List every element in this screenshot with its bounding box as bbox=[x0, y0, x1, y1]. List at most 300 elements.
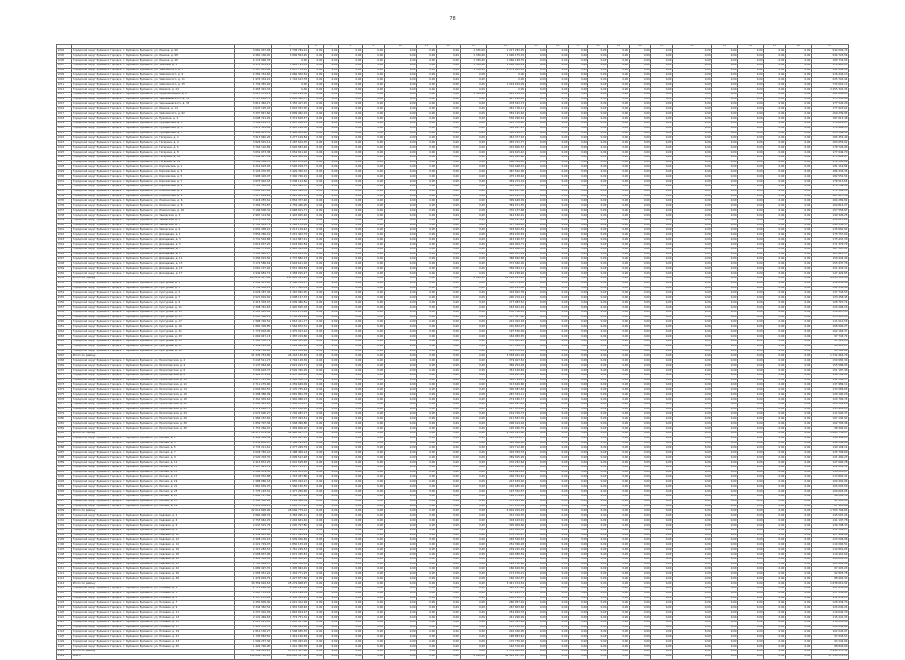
address-cell: Городской округ Буйнакск Городск. г. Буйнакск Буйнакск, ул. Пролетарская, д. 12 bbox=[72, 383, 235, 388]
value-cell: 0,00 bbox=[323, 480, 338, 485]
value-cell: 0,00 bbox=[362, 141, 384, 146]
value-cell: 0,00 bbox=[785, 155, 811, 160]
value-cell: 0,00 bbox=[608, 218, 630, 223]
value-cell: 0,00 bbox=[608, 441, 630, 446]
value-cell: 276 252,64 bbox=[486, 460, 525, 465]
value-cell: 0,00 bbox=[785, 591, 811, 596]
value-cell: 0,00 bbox=[651, 480, 673, 485]
address-cell: Городской округ Буйнакск Городск. г. Буйнакск Буйнакск, ул. Садовая, д. 8 bbox=[72, 528, 235, 533]
address-cell: Итого по району bbox=[72, 509, 235, 514]
row-number: 1023 bbox=[57, 141, 72, 146]
value-cell: 386 692,88 bbox=[486, 257, 525, 262]
value-cell: 0,00 bbox=[651, 436, 673, 441]
value-cell: 0,00 bbox=[629, 102, 651, 107]
value-cell: 0,00 bbox=[525, 286, 547, 291]
value-cell: 0,00 bbox=[568, 199, 588, 204]
value-cell: 0,00 bbox=[588, 431, 608, 436]
value-cell: 0,00 bbox=[608, 480, 630, 485]
value-cell: 0,00 bbox=[525, 320, 547, 325]
value-cell: 0,00 bbox=[588, 121, 608, 126]
value-cell: 3 704 116,89 bbox=[234, 146, 271, 151]
value-cell: 0,00 bbox=[323, 68, 338, 73]
value-cell: 0,00 bbox=[547, 179, 569, 184]
value-cell: 0,00 bbox=[712, 460, 738, 465]
value-cell: 0,00 bbox=[712, 141, 738, 146]
value-cell: 0,00 bbox=[651, 644, 673, 649]
value-cell: 0,00 bbox=[323, 344, 338, 349]
value-cell: 226 089,59 bbox=[486, 552, 525, 557]
value-cell: 0,00 bbox=[629, 179, 651, 184]
value-cell: 2 765 981,73 bbox=[234, 223, 271, 228]
value-cell: 0,00 bbox=[673, 601, 712, 606]
value-cell: 0,00 bbox=[460, 146, 486, 151]
value-cell: 0,00 bbox=[547, 397, 569, 402]
value-cell: 0,00 bbox=[417, 97, 437, 102]
value-cell: 0,00 bbox=[362, 615, 384, 620]
address-cell: Городской округ Буйнакск Городск. г. Буйнакск Буйнакск, ул. Дахадаева, д. 11 bbox=[72, 257, 235, 262]
value-cell: 1 419 156,69 bbox=[271, 635, 308, 640]
value-cell: 0,00 bbox=[712, 136, 738, 141]
value-cell: 0,00 bbox=[308, 262, 323, 267]
value-cell: 1 476 604,79 bbox=[234, 577, 271, 582]
value-cell: 0,00 bbox=[608, 286, 630, 291]
value-cell: 1 330 263,04 bbox=[271, 640, 308, 645]
row-number: 1094 bbox=[57, 485, 72, 490]
value-cell: 0,00 bbox=[588, 170, 608, 175]
value-cell: 0,00 bbox=[651, 417, 673, 422]
value-cell: 0,00 bbox=[673, 582, 712, 587]
value-cell: 0,00 bbox=[417, 92, 437, 97]
value-cell: 0,00 bbox=[384, 238, 417, 243]
row-number: 1019 bbox=[57, 121, 72, 126]
value-cell: 0,00 bbox=[417, 349, 437, 354]
value-cell: 1 653 411,77 bbox=[271, 320, 308, 325]
value-cell: 0,00 bbox=[436, 194, 460, 199]
value-cell: 0,00 bbox=[339, 456, 363, 461]
value-cell: 0,00 bbox=[629, 315, 651, 320]
value-cell: 0,00 bbox=[362, 635, 384, 640]
value-cell: 1 336,00 bbox=[460, 54, 486, 59]
value-cell: 0,00 bbox=[547, 446, 569, 451]
value-cell: 0,00 bbox=[764, 485, 786, 490]
value-cell: 0,00 bbox=[362, 606, 384, 611]
value-cell: 330 174,65 bbox=[486, 281, 525, 286]
value-cell: 0,00 bbox=[738, 233, 764, 238]
value-cell: 179 757,00 bbox=[811, 233, 848, 238]
value-cell: 147 429,85 bbox=[811, 272, 848, 277]
value-cell: 0,00 bbox=[764, 291, 786, 296]
value-cell: 0,00 bbox=[547, 533, 569, 538]
value-cell: 0,00 bbox=[651, 334, 673, 339]
value-cell: 0,00 bbox=[712, 107, 738, 112]
value-cell: 2 809 462,19 bbox=[271, 112, 308, 117]
value-cell: 0,00 bbox=[362, 68, 384, 73]
value-cell: 0,00 bbox=[738, 640, 764, 645]
value-cell: 0,00 bbox=[764, 519, 786, 524]
value-cell: 0,00 bbox=[308, 378, 323, 383]
value-cell: 0,00 bbox=[339, 601, 363, 606]
value-cell: 0,00 bbox=[384, 359, 417, 364]
value-cell: 0,00 bbox=[712, 397, 738, 402]
value-cell: 0,00 bbox=[588, 601, 608, 606]
value-cell: 2 945 903,18 bbox=[271, 194, 308, 199]
value-cell: 3 304 731,87 bbox=[234, 204, 271, 209]
value-cell: 0,00 bbox=[651, 301, 673, 306]
value-cell: 0,00 bbox=[308, 334, 323, 339]
value-cell: 0,00 bbox=[525, 562, 547, 567]
value-cell: 0,00 bbox=[460, 417, 486, 422]
value-cell: 0,00 bbox=[417, 354, 437, 359]
value-cell: 0,00 bbox=[629, 281, 651, 286]
value-cell: 0,00 bbox=[785, 305, 811, 310]
row-number: 1045 bbox=[57, 247, 72, 252]
value-cell: 0,00 bbox=[384, 436, 417, 441]
value-cell: 0,00 bbox=[271, 58, 308, 63]
value-cell: 3 054 811,26 bbox=[271, 150, 308, 155]
value-cell: 0,00 bbox=[362, 310, 384, 315]
value-cell: 0,00 bbox=[339, 397, 363, 402]
value-cell: 0,00 bbox=[339, 63, 363, 68]
value-cell: 0,00 bbox=[547, 625, 569, 630]
value-cell: 210 843,27 bbox=[486, 325, 525, 330]
value-cell: 0,00 bbox=[738, 112, 764, 117]
value-cell: 0,00 bbox=[568, 213, 588, 218]
value-cell: 0,00 bbox=[384, 97, 417, 102]
value-cell: 0,00 bbox=[547, 557, 569, 562]
value-cell: 0,00 bbox=[460, 606, 486, 611]
value-cell: 0,00 bbox=[547, 567, 569, 572]
value-cell: 0,00 bbox=[525, 460, 547, 465]
address-cell: Городской округ Буйнакск Городск. г. Буйнакск Буйнакск, ул. Коркмасова, д. 5 bbox=[72, 175, 235, 180]
value-cell: 0,00 bbox=[417, 233, 437, 238]
value-cell: 0,00 bbox=[568, 155, 588, 160]
value-cell: 0,00 bbox=[738, 582, 764, 587]
value-cell: 0,00 bbox=[568, 107, 588, 112]
value-cell: 0,00 bbox=[547, 427, 569, 432]
value-cell: 0,00 bbox=[460, 262, 486, 267]
value-cell: 3 836 503,95 bbox=[271, 54, 308, 59]
value-cell: 0,00 bbox=[417, 315, 437, 320]
value-cell: 0,00 bbox=[339, 538, 363, 543]
value-cell: 0,00 bbox=[738, 272, 764, 277]
value-cell: 0,00 bbox=[673, 267, 712, 272]
value-cell: 0,00 bbox=[651, 446, 673, 451]
value-cell: 0,00 bbox=[629, 364, 651, 369]
value-cell: 0,00 bbox=[568, 654, 588, 659]
value-cell: 0,00 bbox=[339, 644, 363, 649]
value-cell: 0,00 bbox=[764, 310, 786, 315]
value-cell: 0,00 bbox=[436, 591, 460, 596]
row-number: 1128 bbox=[57, 649, 72, 654]
value-cell: 0,00 bbox=[651, 54, 673, 59]
value-cell: 0,00 bbox=[339, 519, 363, 524]
value-cell: 0,00 bbox=[568, 533, 588, 538]
value-cell: 0,00 bbox=[308, 330, 323, 335]
value-cell: 0,00 bbox=[323, 325, 338, 330]
value-cell: 0,00 bbox=[547, 199, 569, 204]
value-cell: 0,00 bbox=[651, 155, 673, 160]
value-cell: 3 826 501,14 bbox=[234, 141, 271, 146]
value-cell: 3 504 389,70 bbox=[234, 160, 271, 165]
value-cell: 0,00 bbox=[339, 301, 363, 306]
value-cell: 0,00 bbox=[436, 640, 460, 645]
value-cell: 0,00 bbox=[568, 470, 588, 475]
value-cell: 0,00 bbox=[460, 528, 486, 533]
value-cell: 0,00 bbox=[651, 83, 673, 88]
value-cell: 0,00 bbox=[568, 635, 588, 640]
value-cell: 0,00 bbox=[436, 238, 460, 243]
value-cell: 0,00 bbox=[547, 213, 569, 218]
value-cell: 0,00 bbox=[738, 175, 764, 180]
value-cell: 0,00 bbox=[460, 572, 486, 577]
value-cell: 0,00 bbox=[568, 228, 588, 233]
value-cell: 0,00 bbox=[323, 354, 338, 359]
value-cell: 0,00 bbox=[547, 344, 569, 349]
value-cell: 0,00 bbox=[764, 359, 786, 364]
value-cell: 0,00 bbox=[547, 286, 569, 291]
value-cell: 0,00 bbox=[568, 620, 588, 625]
value-cell: 0,00 bbox=[629, 640, 651, 645]
value-cell: 1 921 725,17 bbox=[271, 465, 308, 470]
value-cell: 0,00 bbox=[629, 402, 651, 407]
value-cell: 0,00 bbox=[651, 523, 673, 528]
value-cell: 0,00 bbox=[436, 644, 460, 649]
value-cell: 0,00 bbox=[323, 334, 338, 339]
value-cell: 0,00 bbox=[608, 165, 630, 170]
value-cell: 0,00 bbox=[608, 305, 630, 310]
address-cell: Городской округ Буйнакск Городск. г. Буйнакск Буйнакск, ул. Полевая, д. 13 bbox=[72, 615, 235, 620]
value-cell: 0,00 bbox=[323, 73, 338, 78]
value-cell: 0,00 bbox=[436, 359, 460, 364]
value-cell: 0,00 bbox=[712, 126, 738, 131]
value-cell: 0,00 bbox=[712, 179, 738, 184]
value-cell: 0,00 bbox=[547, 131, 569, 136]
value-cell: 0,00 bbox=[460, 209, 486, 214]
value-cell: 0,00 bbox=[785, 233, 811, 238]
value-cell: 0,00 bbox=[460, 615, 486, 620]
value-cell: 0,00 bbox=[308, 310, 323, 315]
value-cell: 0,00 bbox=[417, 557, 437, 562]
value-cell: 0,00 bbox=[362, 364, 384, 369]
value-cell: 0,00 bbox=[339, 393, 363, 398]
value-cell: 0,00 bbox=[764, 441, 786, 446]
value-cell: 0,00 bbox=[417, 160, 437, 165]
address-cell: Городской округ Буйнакск Городск. г. Буйнакск Буйнакск, ул. Лесная, д. 25 bbox=[72, 494, 235, 499]
value-cell: 0,00 bbox=[785, 417, 811, 422]
value-cell: 0,00 bbox=[323, 150, 338, 155]
value-cell: 0,00 bbox=[568, 301, 588, 306]
value-cell: 0,00 bbox=[384, 582, 417, 587]
value-cell: 0,00 bbox=[308, 538, 323, 543]
value-cell: 0,00 bbox=[568, 460, 588, 465]
value-cell: 0,00 bbox=[764, 131, 786, 136]
value-cell: 0,00 bbox=[362, 78, 384, 83]
value-cell: 0,00 bbox=[588, 354, 608, 359]
value-cell: 0,00 bbox=[308, 150, 323, 155]
value-cell: 0,00 bbox=[588, 68, 608, 73]
row-number: 1125 bbox=[57, 635, 72, 640]
value-cell: 0,00 bbox=[436, 620, 460, 625]
address-cell: Городской округ Буйнакск Городск. г. Буйнакск Буйнакск, ул. Лесная, д. 13 bbox=[72, 465, 235, 470]
value-cell: 0,00 bbox=[629, 349, 651, 354]
value-cell: 0,00 bbox=[436, 393, 460, 398]
value-cell: 0,00 bbox=[460, 194, 486, 199]
value-cell: 1 084 380,19 bbox=[486, 63, 525, 68]
value-cell: 0,00 bbox=[323, 281, 338, 286]
value-cell: 0,00 bbox=[568, 262, 588, 267]
value-cell: 0,00 bbox=[673, 494, 712, 499]
value-cell: 0,00 bbox=[629, 296, 651, 301]
value-cell: 0,00 bbox=[588, 465, 608, 470]
value-cell: 0,00 bbox=[417, 73, 437, 78]
value-cell: 0,00 bbox=[417, 281, 437, 286]
value-cell: 0,00 bbox=[308, 470, 323, 475]
value-cell: 0,00 bbox=[651, 242, 673, 247]
value-cell: 1 209 802,65 bbox=[271, 344, 308, 349]
value-cell: 0,00 bbox=[712, 654, 738, 659]
row-number: 1053 bbox=[57, 286, 72, 291]
value-cell: 0,00 bbox=[764, 83, 786, 88]
value-cell: 0,00 bbox=[339, 281, 363, 286]
value-cell: 0,00 bbox=[673, 102, 712, 107]
value-cell: 0,00 bbox=[673, 330, 712, 335]
value-cell: 2 366 108,27 bbox=[271, 281, 308, 286]
value-cell: 0,00 bbox=[308, 625, 323, 630]
value-cell: 0,00 bbox=[384, 407, 417, 412]
value-cell: 0,00 bbox=[568, 514, 588, 519]
value-cell: 0,00 bbox=[568, 611, 588, 616]
value-cell: 0,00 bbox=[785, 528, 811, 533]
value-cell: 0,00 bbox=[629, 73, 651, 78]
value-cell: 0,00 bbox=[712, 480, 738, 485]
value-cell: 0,00 bbox=[629, 543, 651, 548]
value-cell: 0,00 bbox=[738, 247, 764, 252]
value-cell: 0,00 bbox=[673, 141, 712, 146]
value-cell: 0,00 bbox=[629, 368, 651, 373]
address-cell: Городской округ Буйнакск Городск. г. Буйнакск Буйнакск, ул. Садовая, д. 4 bbox=[72, 519, 235, 524]
value-cell: 305 009,66 bbox=[486, 523, 525, 528]
value-cell: 0,00 bbox=[588, 640, 608, 645]
row-number: 1042 bbox=[57, 233, 72, 238]
value-cell: 4 023 371,11 bbox=[234, 92, 271, 97]
value-cell: 0,00 bbox=[323, 286, 338, 291]
value-cell: 0,00 bbox=[738, 354, 764, 359]
value-cell: 0,00 bbox=[764, 635, 786, 640]
value-cell: 2 458 015,47 bbox=[271, 272, 308, 277]
value-cell: 0,00 bbox=[712, 121, 738, 126]
value-cell: 0,00 bbox=[588, 73, 608, 78]
value-cell: 0,00 bbox=[362, 291, 384, 296]
column-header: 20 bbox=[629, 45, 651, 49]
value-cell: 0,00 bbox=[651, 228, 673, 233]
value-cell: 0,00 bbox=[608, 179, 630, 184]
value-cell: 0,00 bbox=[608, 136, 630, 141]
value-cell: 0,00 bbox=[436, 209, 460, 214]
value-cell: 3 041 508,33 bbox=[271, 189, 308, 194]
value-cell: 4 098 721,49 bbox=[234, 117, 271, 122]
value-cell: 175 447,30 bbox=[811, 238, 848, 243]
value-cell: 0,00 bbox=[547, 146, 569, 151]
value-cell: 0,00 bbox=[785, 470, 811, 475]
value-cell: 0,00 bbox=[436, 189, 460, 194]
value-cell: 0,00 bbox=[525, 364, 547, 369]
value-cell: 0,00 bbox=[308, 654, 323, 659]
value-cell: 0,00 bbox=[525, 606, 547, 611]
value-cell: 0,00 bbox=[525, 635, 547, 640]
value-cell: 0,00 bbox=[764, 233, 786, 238]
value-cell: 0,00 bbox=[362, 480, 384, 485]
row-number: 1088 bbox=[57, 456, 72, 461]
value-cell: 2 115 283,52 bbox=[234, 548, 271, 553]
value-cell: 0,00 bbox=[568, 630, 588, 635]
value-cell: 0,00 bbox=[651, 504, 673, 509]
value-cell: 187 612,48 bbox=[811, 117, 848, 122]
value-cell: 0,00 bbox=[308, 247, 323, 252]
value-cell: 1 072 965,81 bbox=[486, 68, 525, 73]
value-cell: 1 388 363,24 bbox=[271, 494, 308, 499]
value-cell: 0,00 bbox=[417, 165, 437, 170]
value-cell: 0,00 bbox=[362, 315, 384, 320]
value-cell: 0,00 bbox=[339, 422, 363, 427]
value-cell: 0,00 bbox=[384, 296, 417, 301]
value-cell: 2 237 916,09 bbox=[234, 611, 271, 616]
value-cell: 0,00 bbox=[547, 349, 569, 354]
value-cell: 0,00 bbox=[764, 49, 786, 54]
value-cell: 0,00 bbox=[417, 383, 437, 388]
value-cell: 0,00 bbox=[339, 373, 363, 378]
value-cell: 0,00 bbox=[417, 504, 437, 509]
value-cell: 0,00 bbox=[764, 301, 786, 306]
value-cell: 0,00 bbox=[588, 557, 608, 562]
value-cell: 0,00 bbox=[608, 257, 630, 262]
value-cell: 0,00 bbox=[588, 189, 608, 194]
value-cell: 0,00 bbox=[547, 480, 569, 485]
address-cell: Городской округ Буйнакск Городск. г. Буйнакск Буйнакск, ул. Сунгурова, д. 17 bbox=[72, 320, 235, 325]
value-cell: 0,00 bbox=[738, 606, 764, 611]
value-cell: 0,00 bbox=[339, 334, 363, 339]
value-cell: 1 336,00 bbox=[460, 63, 486, 68]
value-cell: 0,00 bbox=[384, 378, 417, 383]
value-cell: 0,00 bbox=[588, 199, 608, 204]
value-cell: 0,00 bbox=[547, 238, 569, 243]
value-cell: 0,00 bbox=[417, 179, 437, 184]
value-cell: 0,00 bbox=[547, 615, 569, 620]
value-cell: 0,00 bbox=[339, 330, 363, 335]
value-cell: 0,00 bbox=[384, 141, 417, 146]
value-cell: 1 583 452,22 bbox=[271, 557, 308, 562]
value-cell: 0,00 bbox=[764, 267, 786, 272]
page-number: 78 bbox=[449, 16, 456, 22]
value-cell: 3 526 018,77 bbox=[271, 165, 308, 170]
value-cell: 1 494 558,56 bbox=[271, 562, 308, 567]
value-cell: 0,00 bbox=[525, 567, 547, 572]
value-cell: 0,00 bbox=[608, 223, 630, 228]
value-cell: 342 019,37 bbox=[486, 436, 525, 441]
value-cell: 0,00 bbox=[608, 393, 630, 398]
value-cell: 2 219 199,59 bbox=[271, 591, 308, 596]
value-cell: 0,00 bbox=[785, 383, 811, 388]
value-cell: 0,00 bbox=[323, 533, 338, 538]
value-cell: 145 597,24 bbox=[811, 514, 848, 519]
value-cell: 0,00 bbox=[308, 121, 323, 126]
value-cell: 0,00 bbox=[568, 257, 588, 262]
value-cell: 23 071 507,06 bbox=[271, 649, 308, 654]
value-cell: 0,00 bbox=[436, 136, 460, 141]
value-cell: 107 192,92 bbox=[811, 417, 848, 422]
row-number: 1036 bbox=[57, 204, 72, 209]
value-cell: 0,00 bbox=[417, 489, 437, 494]
value-cell: 0,00 bbox=[384, 330, 417, 335]
